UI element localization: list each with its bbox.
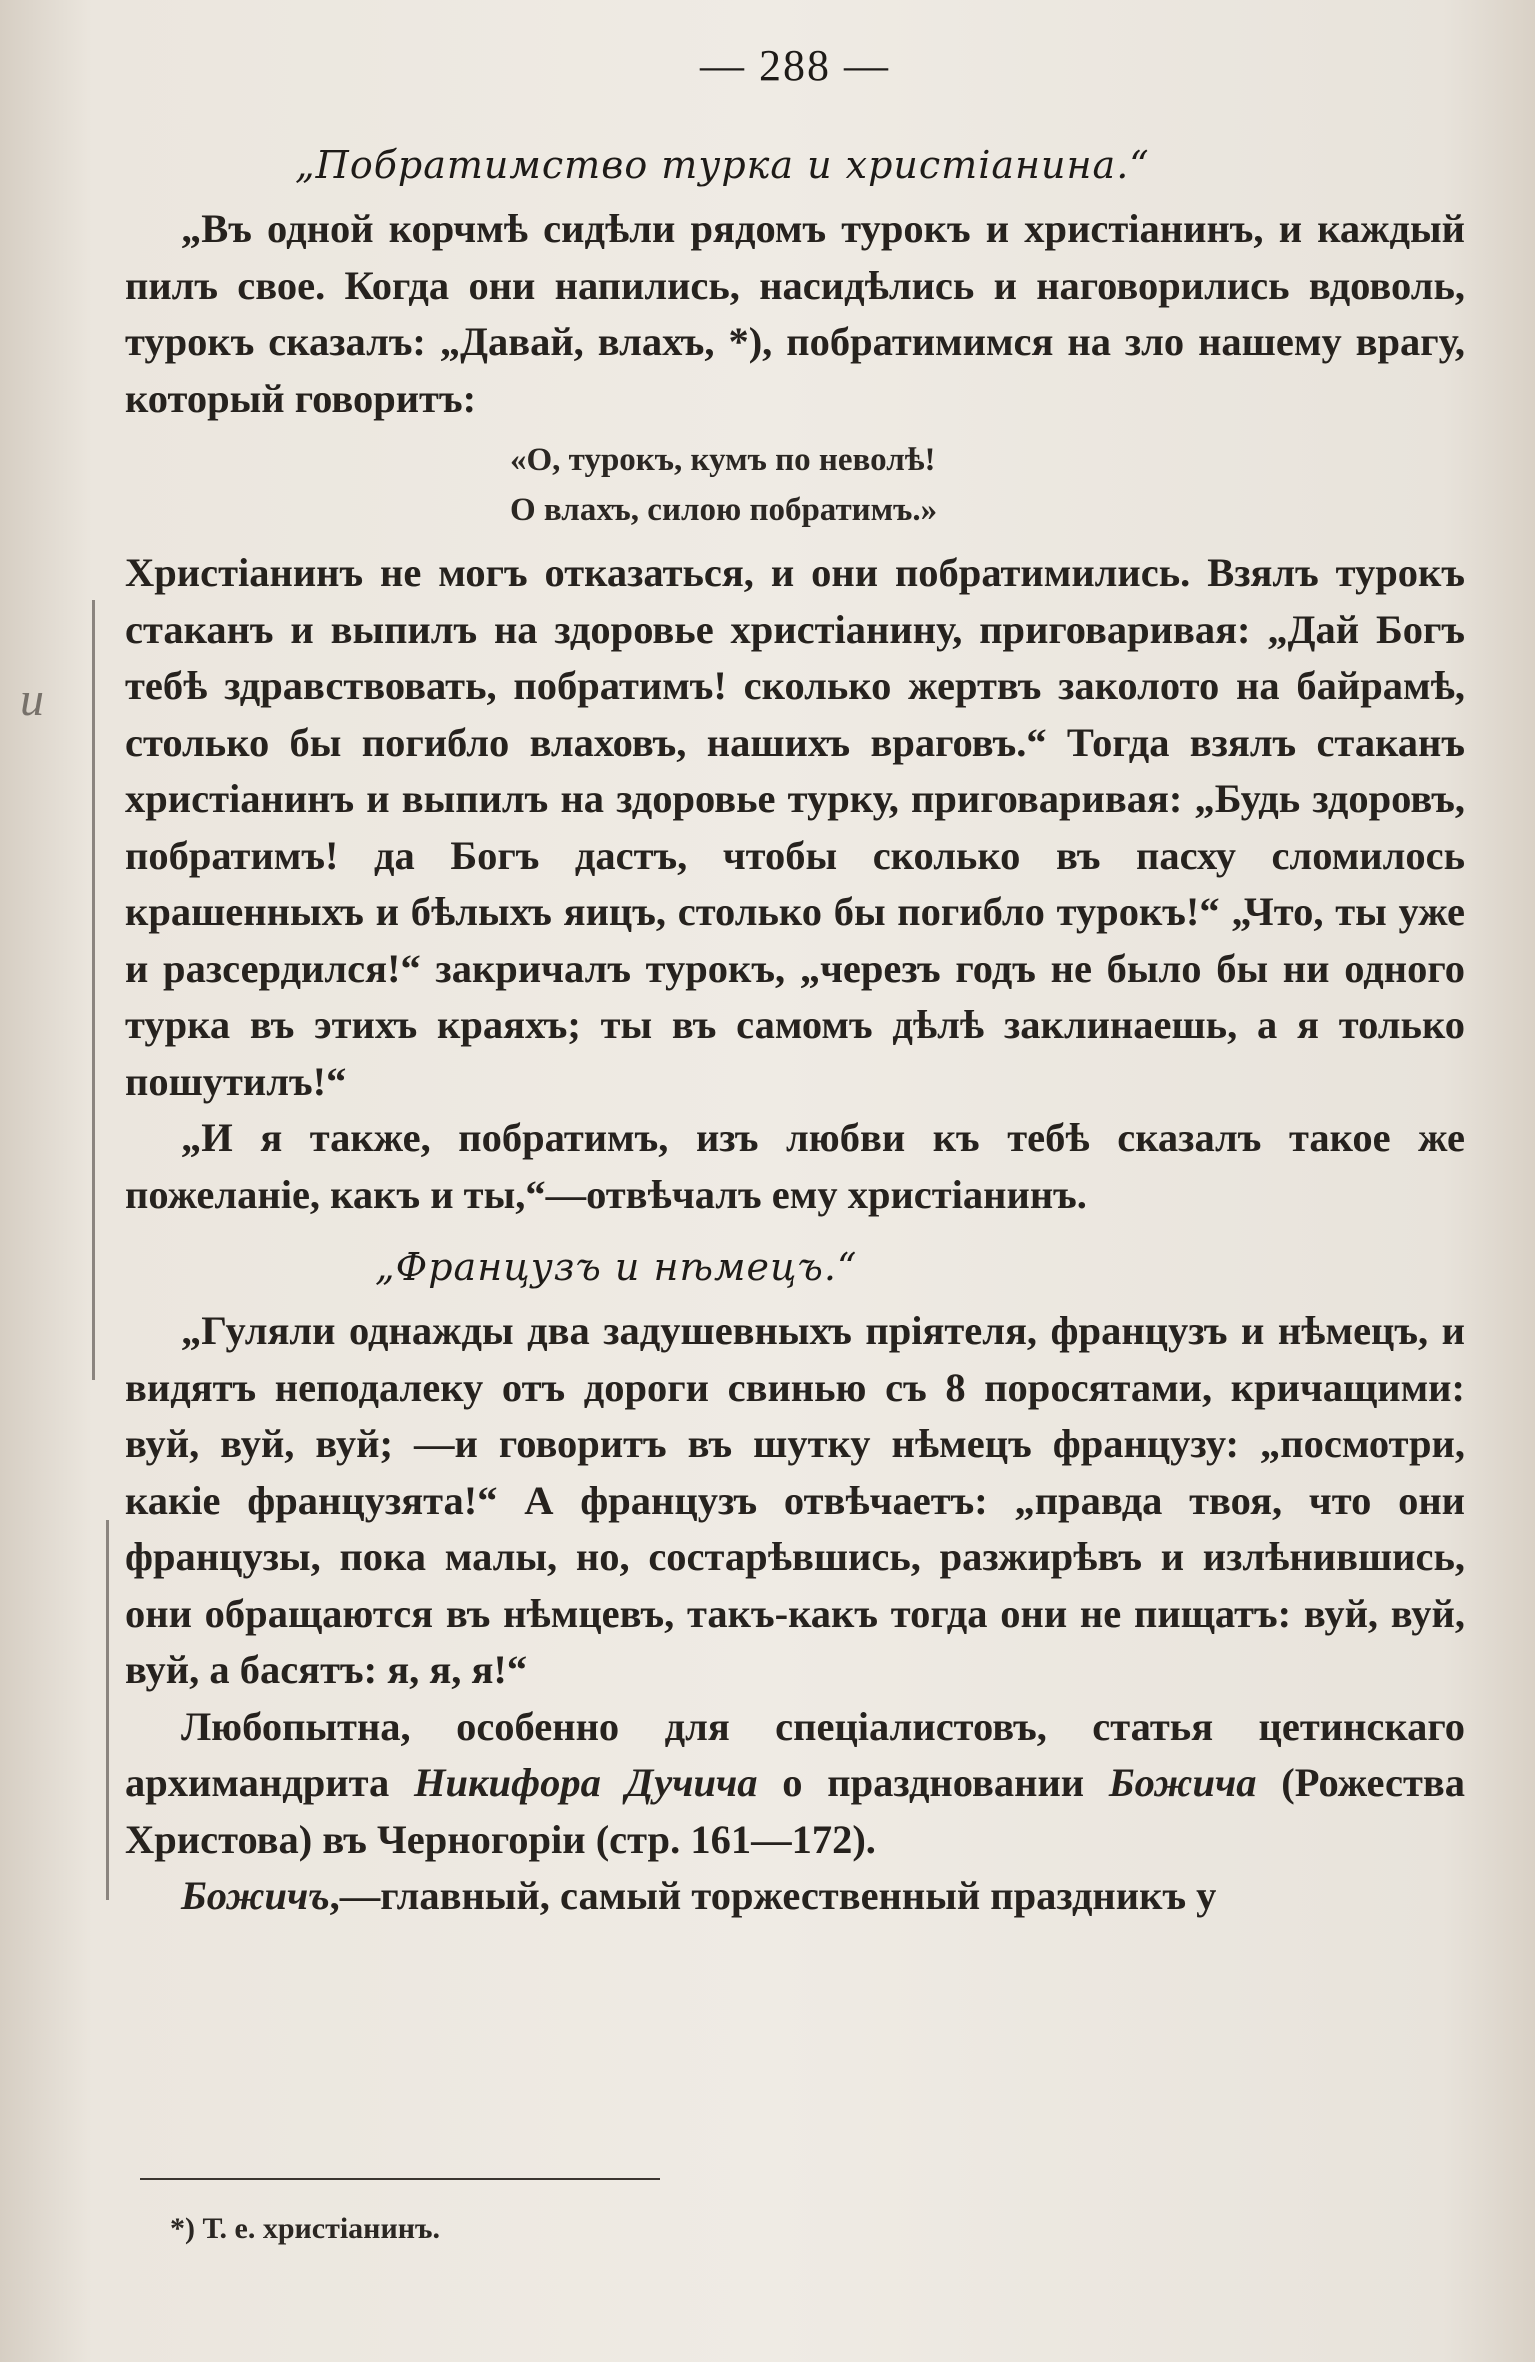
text-run: Любопытна, особенно для спеціалистовъ, статья цетинскаго архимандрита — [125, 1703, 1465, 1805]
paragraph: „И я также, побратимъ, изъ любви къ тебѣ сказалъ такое же пожеланіе, какъ и ты,“—отвѣчалъ ему христіанинъ. — [125, 1115, 1465, 1217]
paragraph-closing — [125, 1699, 1465, 1869]
person-name: Никифора Дучича — [414, 1760, 758, 1805]
text-run: ,—главный, самый торжественный праздникъ у — [329, 1873, 1217, 1918]
footnote-divider — [140, 2178, 660, 2180]
verse-line: О влахъ, силою побратимъ.» — [510, 492, 938, 528]
page-number: — 288 — — [700, 41, 890, 90]
paragraph-closing — [125, 1868, 1465, 1925]
margin-handwritten-mark: и — [20, 673, 44, 726]
footnote: *) Т. е. христіанинъ. — [170, 2212, 441, 2245]
verse-line: «О, турокъ, кумъ по неволѣ! — [510, 442, 936, 478]
italic-term: Божичъ — [181, 1873, 330, 1918]
paragraph: „Въ одной корчмѣ сидѣли рядомъ турокъ и христіанинъ, и каждый пилъ свое. Когда они напились, насидѣлись и наговорились вдоволь, турокъ сказалъ: „Давай, влахъ, *), побратимимся на зло нашему врагу, который говоритъ: — [125, 206, 1465, 421]
text-block — [125, 30, 1465, 1925]
paragraph: „Гуляли однажды два задушевныхъ пріятеля, французъ и нѣмецъ, и видятъ неподалеку отъ дороги свинью съ 8 поросятами, кричащими: вуй, вуй, вуй; —и говоритъ въ шутку нѣмецъ французу: „посмотри, какіе французята!“ А французъ отвѣчаетъ: „правда твоя, что они французы, пока малы, но, состарѣвшись, разжирѣвъ и излѣнившись, они обращаются въ нѣмцевъ, такъ-какъ тогда они не пищатъ: вуй, вуй, вуй, а басятъ: я, я, я!“ — [125, 1308, 1465, 1692]
margin-pencil-line — [92, 600, 95, 1380]
verse — [125, 435, 1465, 535]
section-title-frenchman-german: „Французъ и нѣмецъ.“ — [375, 1245, 858, 1289]
margin-pencil-line — [106, 1520, 109, 1900]
text-run: о праздновании — [757, 1760, 1109, 1805]
italic-term: Божича — [1108, 1760, 1257, 1805]
text-run: (Рожества Христова) въ Черногоріи (стр. 161—172). — [125, 1760, 1465, 1862]
paragraph: Христіанинъ не могъ отказаться, и они побратимились. Взялъ турокъ стаканъ и выпилъ на здоровье христіанину, приговаривая: „Дай Богъ тебѣ здравствовать, побратимъ! сколько жертвъ заколото на байрамѣ, столько бы погибло влаховъ, нашихъ враговъ.“ Тогда взялъ стаканъ христіанинъ и выпилъ на здоровье турку, приговаривая: „Будь здоровъ, побратимъ! да Богъ дастъ, чтобы сколько въ пасху сломилось крашенныхъ и бѣлыхъ яицъ, столько бы погибло турокъ!“ „Что, ты уже и разсердился!“ закричалъ турокъ, „черезъ годъ не было бы ни одного турка въ этихъ краяхъ; ты въ самомъ дѣлѣ заклинаешь, а я только пошутилъ!“ — [125, 550, 1465, 1104]
section-title-brotherhood: „Побратимство турка и христіанина.“ — [295, 143, 1150, 187]
